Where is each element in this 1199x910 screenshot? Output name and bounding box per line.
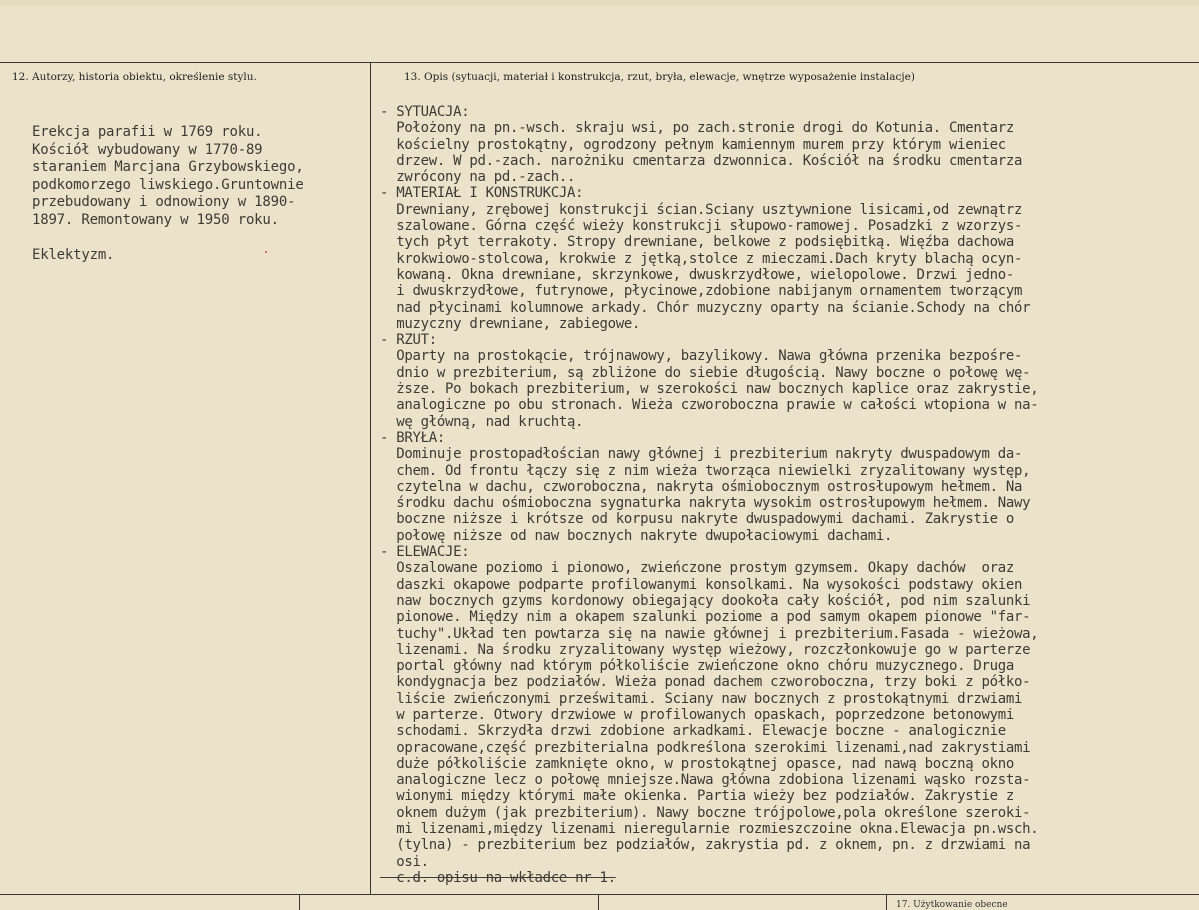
text-line: krokwiowo-stolcowa, krokwie z jętką,stolce z mieczami.Dach kryty blachą ocyn- <box>380 250 1023 267</box>
text-line: ższe. Po bokach prezbiterium, w szerokości naw bocznych kaplice oraz zakrystie, <box>380 381 1039 398</box>
text-line: podkomorzego liwskiego.Gruntownie <box>32 176 304 193</box>
text-line: osi. <box>380 853 429 870</box>
text-line: mi lizenami,między lizenami nieregularnie rozmieszczoine okna.Elewacja pn.wsch. <box>380 821 1039 838</box>
text-line: c.d. opisu na wkładce nr 1. <box>380 869 616 886</box>
text-line: w parterze. Otwory drzwiowe w profilowanych opaskach, poprzedzone betonowymi <box>380 706 1015 723</box>
text-line: Dominuje prostopadłościan nawy głównej i prezbiterium nakryty dwuspadowym da- <box>380 446 1023 463</box>
text-line: - SYTUACJA: <box>380 104 470 120</box>
text-line: wionymi między którymi małe okienka. Partia wieży bez podziałów. Zakrystie z <box>380 788 1015 805</box>
text-line: lizenami. Na środku zryzalitowany występ wieżowy, rozczłonkowuje go w parterze <box>380 641 1031 658</box>
section-13-heading: 13. Opis (sytuacji, materiał i konstrukcja, rzut, bryła, elewacje, wnętrze wyposażenie instalacje) <box>404 71 915 83</box>
bottom-divider-2 <box>598 894 599 910</box>
text-line: drzew. W pd.-zach. narożniku cmentarza dzwonnica. Kościół na środku cmentarza <box>380 152 1023 169</box>
section-17-label: 17. Użytkowanie obecne <box>896 900 1008 910</box>
section-14-label <box>12 900 106 910</box>
text-line: staraniem Marcjana Grzybowskiego, <box>32 159 304 176</box>
text-line: naw bocznych gzyms kordonowy obiegający dookoła cały kościół, pod nim szalunki <box>380 592 1031 609</box>
text-line: Eklektyzm. <box>32 247 115 264</box>
text-line: Erekcja parafii w 1769 roku. <box>32 124 263 140</box>
text-line: liście zwieńczonymi prześwitami. Sciany naw bocznych z prostokątnymi drzwiami <box>380 690 1023 707</box>
text-line: Oparty na prostokącie, trójnawowy, bazylikowy. Nawa główna przenika bezpośre- <box>380 348 1023 365</box>
text-line: Położony na pn.-wsch. skraju wsi, po zach.stronie drogi do Kotunia. Cmentarz <box>380 120 1015 137</box>
text-line: tych płyt terrakoty. Stropy drewniane, belkowe z podsiębitką. Więźba dachowa <box>380 234 1015 251</box>
bottom-divider-3 <box>886 894 887 910</box>
text-line: duże półkoliście zamknięte okno, w prostokątnej opasce, nad nawą boczną okno <box>380 755 1015 772</box>
text-line: - MATERIAŁ I KONSTRUKCJA: <box>380 185 584 202</box>
text-line: tuchy".Układ ten powtarza się na nawie głównej i prezbiterium.Fasada - wieżowa, <box>380 625 1039 642</box>
text-line: oknem dużym (jak prezbiterium). Nawy boczne trójpolowe,pola określone szeroki- <box>380 804 1031 821</box>
text-line: kościelny prostokątny, ogrodzony pełnym kamiennym murem przy którym wieniec <box>380 136 1006 153</box>
text-line: czytelna w dachu, czworoboczna, nakryta ośmiobocznym ostrosłupowym hełmem. Na <box>380 478 1023 495</box>
text-line: kowaną. Okna drewniane, skrzynkowe, dwuskrzydłowe, wielopolowe. Drzwi jedno- <box>380 266 1015 283</box>
text-line: daszki okapowe podparte profilowanymi konsolkami. Na wysokości podstawy okien <box>380 576 1023 593</box>
bottom-rule <box>0 894 1199 895</box>
text-line: muzyczny drewniane, zabiegowe. <box>380 315 641 332</box>
text-line: - ELEWACJE: <box>380 544 470 561</box>
text-line: opracowane,część prezbiterialna podkreślona szerokimi lizenami,nad zakrystiami <box>380 739 1031 756</box>
text-line: portal główny nad którym półkoliście zwieńczone okno chóru muzycznego. Druga <box>380 658 1015 675</box>
text-line: - RZUT: <box>380 332 437 349</box>
text-line: boczne niższe i krótsze od korpusu nakryte dwuspadowymi dachami. Zakrystie o <box>380 511 1015 528</box>
text-line: analogiczne po obu stronach. Wieża czworoboczna prawie w całości wtopiona w na- <box>380 397 1039 414</box>
text-line: (tylna) - prezbiterium bez podziałów, zakrystia pd. z oknem, pn. z drzwiami na <box>380 837 1031 854</box>
text-line: i dwuskrzydłowe, futrynowe, płycinowe,zdobione nabijanym ornamentem tworzącym <box>380 283 1023 300</box>
section-12-heading: 12. Autorzy, historia obiektu, określenie stylu. <box>12 71 257 83</box>
text-line <box>32 230 377 248</box>
text-line: przebudowany i odnowiony w 1890- <box>32 194 296 211</box>
text-line: schodami. Skrzydła drzwi zdobione arkadkami. Elewacje boczne - analogicznie <box>380 723 1006 740</box>
ink-speck <box>265 251 267 253</box>
text-line: wę główną, nad kruchtą. <box>380 413 584 430</box>
text-line: kondygnacja bez podziałów. Wieża ponad dachem czworoboczna, trzy boki z półko- <box>380 674 1031 691</box>
text-line: chem. Od frontu łączy się z nim wieża tworząca niewielki zryzalitowany występ, <box>380 462 1031 479</box>
text-line: analogiczne lecz o połowę mniejsze.Nawa główna zdobiona lizenami wąsko rozsta- <box>380 772 1031 789</box>
text-line: dnio w prezbiterium, są zbliżone do siebie długością. Nawy boczne o połowę wę- <box>380 364 1031 381</box>
text-line: pionowe. Między nim a okapem szalunki poziome a pod samym okapem pionowe "far- <box>380 609 1031 626</box>
text-line: nad płycinami kolumnowe arkady. Chór muzyczny oparty na ścianie.Schody na chór <box>380 299 1031 316</box>
description-text-block <box>380 104 1185 886</box>
text-line: 1897. Remontowany w 1950 roku. <box>32 211 279 228</box>
text-line: Oszalowane poziomo i pionowo, zwieńczone prostym gzymsem. Okapy dachów oraz <box>380 560 1015 577</box>
bottom-divider-1 <box>299 894 300 910</box>
text-line: zwrócony na pd.-zach.. <box>380 169 576 186</box>
text-line: Drewniany, zrębowej konstrukcji ścian.Sciany usztywnione lisicami,od zewnątrz <box>380 201 1023 218</box>
history-text-block <box>32 124 377 265</box>
text-line: - BRYŁA: <box>380 429 446 446</box>
text-line: Kościół wybudowany w 1770-89 <box>32 141 263 158</box>
text-line: połowę niższe od naw bocznych nakryte dwupołaciowymi dachami. <box>380 527 893 544</box>
top-rule <box>0 62 1199 63</box>
text-line: środku dachu ośmioboczna sygnaturka nakryta wysokim ostrosłupowym hełmem. Nawy <box>380 495 1031 512</box>
page-top-edge <box>0 0 1199 6</box>
text-line: szalowane. Górna część wieży konstrukcji słupowo-ramowej. Posadzki z wzorzys- <box>380 218 1023 235</box>
